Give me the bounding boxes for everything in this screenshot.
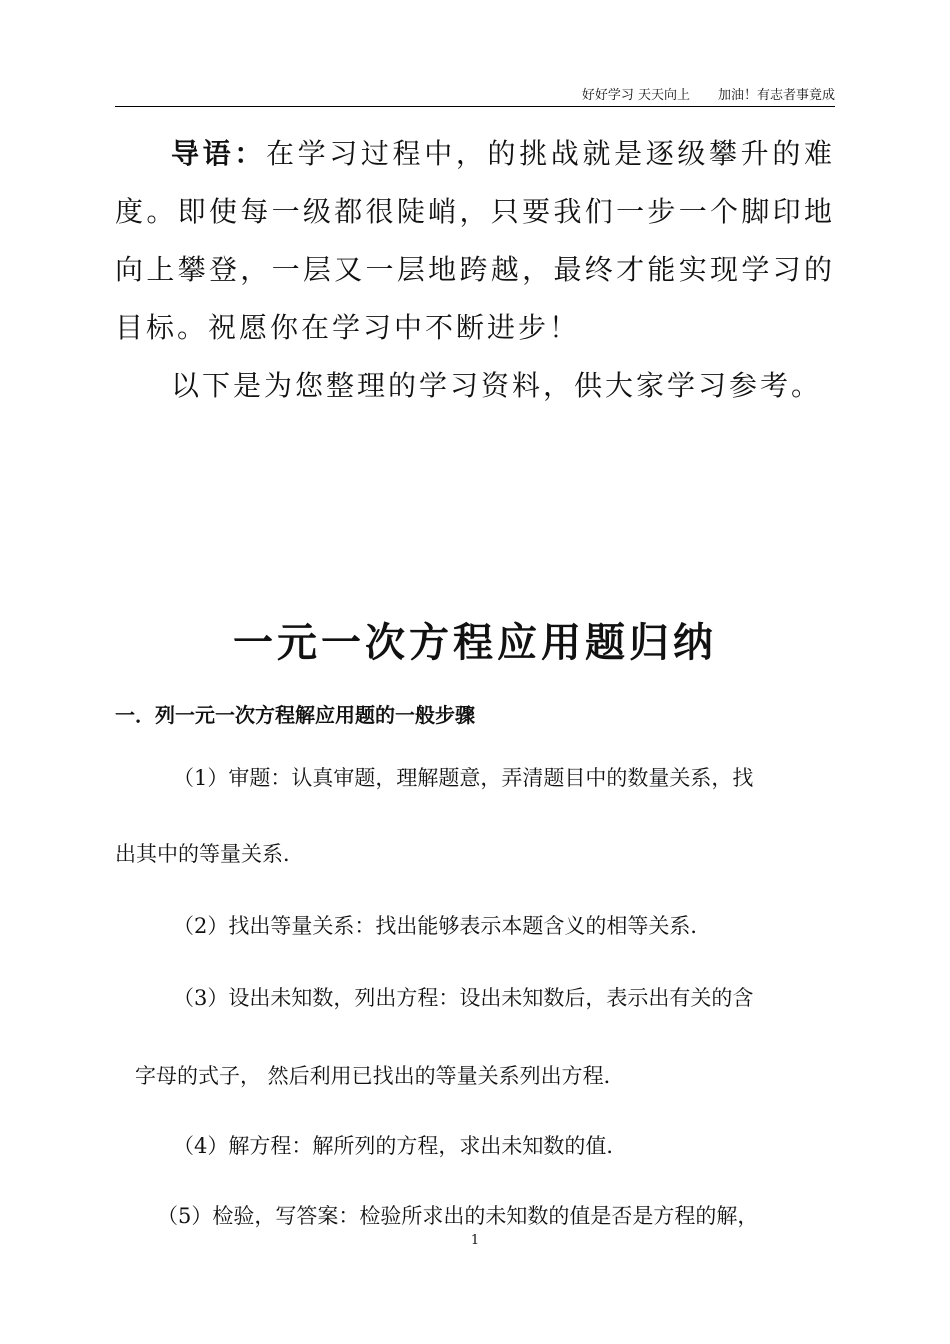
steps-list bbox=[115, 758, 835, 1236]
intro-lead-label: 导语： bbox=[171, 137, 266, 170]
page-number: 1 bbox=[470, 1233, 480, 1248]
intro-paragraph bbox=[115, 125, 835, 357]
page-header bbox=[115, 86, 835, 107]
step-1-line-2: 出其中的等量关系． bbox=[115, 842, 304, 866]
intro-block bbox=[115, 125, 835, 415]
header-motto-left: 好好学习 天天向上 bbox=[581, 88, 690, 103]
step-3-line-1: （3）设出未知数，列出方程：设出未知数后，表示出有关的含 bbox=[173, 986, 754, 1010]
step-2: （2）找出等量关系：找出能够表示本题含义的相等关系． bbox=[173, 914, 712, 938]
intro-note: 以下是为您整理的学习资料，供大家学习参考。 bbox=[171, 369, 823, 402]
section-heading: 一．列一元一次方程解应用题的一般步骤 bbox=[115, 703, 475, 727]
step-1-line-1: （1）审题：认真审题，理解题意，弄清题目中的数量关系，找 bbox=[173, 766, 754, 790]
intro-lead-text: 在学习过程中，的挑战就是逐级攀升的难度。即使每一级都很陡峭，只要我们一步一个脚印地向上攀登，一层又一层地跨越，最终才能实现学习的目标。祝愿你在学习中不断进步！ bbox=[115, 137, 835, 344]
page-title: 一元一次方程应用题归纳 bbox=[233, 619, 717, 666]
step-3-line-2: 字母的式子， 然后利用已找出的等量关系列出方程． bbox=[135, 1064, 625, 1088]
step-5: （5）检验，写答案：检验所求出的未知数的值是否是方程的解， bbox=[157, 1204, 759, 1228]
step-4: （4）解方程：解所列的方程，求出未知数的值． bbox=[173, 1134, 628, 1158]
header-motto-right: 加油！有志者事竟成 bbox=[717, 88, 835, 103]
